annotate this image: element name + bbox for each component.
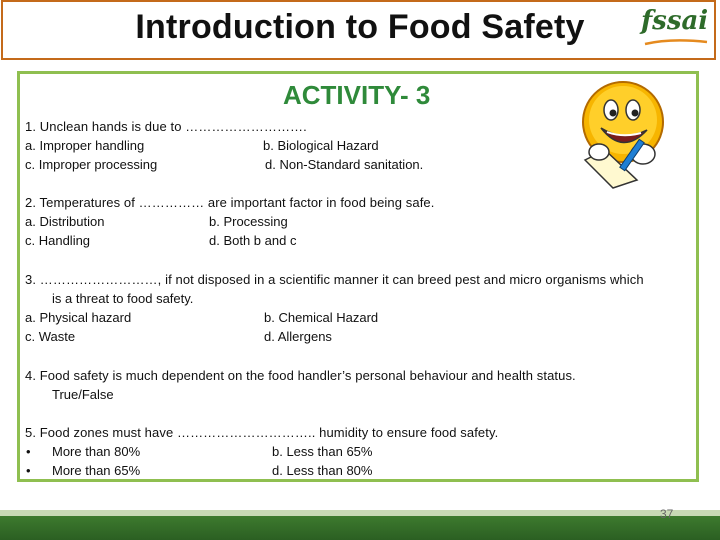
footer-bar — [0, 516, 720, 540]
question-5-option-a: More than 80% — [52, 444, 141, 459]
question-2-option-c: c. Handling — [25, 233, 91, 248]
question-4-stem: 4. Food safety is much dependent on the food handler’s personal behaviour and health status. — [25, 368, 576, 383]
question-5-option-c: More than 65% — [52, 463, 141, 478]
question-1-option-b: b. Biological Hazard — [263, 138, 379, 153]
question-5-option-d: d. Less than 80% — [272, 463, 373, 478]
question-1-stem: 1. Unclean hands is due to ………………………. — [25, 119, 307, 134]
question-3-stem: 3. ………………………, if not disposed in a scientific manner it can breed pest and micro organisms which — [25, 272, 644, 287]
question-5-stem: 5. Food zones must have ………………………….. humidity to ensure food safety. — [25, 425, 499, 440]
question-3-option-c: c. Waste — [25, 329, 76, 344]
question-2-stem: 2. Temperatures of …………… are important factor in food being safe. — [25, 195, 435, 210]
question-3-stem-continued: is a threat to food safety. — [52, 291, 194, 306]
logo-swoosh-icon — [641, 36, 713, 48]
fssai-logo-text: fssai — [641, 6, 709, 36]
question-2-option-a: a. Distribution — [25, 214, 105, 229]
question-1-option-a: a. Improper handling — [25, 138, 145, 153]
page-title: Introduction to Food Safety — [135, 8, 585, 46]
question-1-option-d: d. Non-Standard sanitation. — [265, 157, 424, 172]
writing-smiley-icon — [565, 72, 685, 190]
question-5-bullet-2: • — [26, 463, 31, 478]
question-3-option-d: d. Allergens — [264, 329, 332, 344]
question-4-true-false: True/False — [52, 387, 114, 402]
question-2-option-d: d. Both b and c — [209, 233, 297, 248]
question-3-option-b: b. Chemical Hazard — [264, 310, 379, 325]
question-2-option-b: b. Processing — [209, 214, 288, 229]
question-5-option-b: b. Less than 65% — [272, 444, 373, 459]
question-5-bullet-1: • — [26, 444, 31, 459]
page-number: 37 — [660, 507, 674, 521]
question-1-option-c: c. Improper processing — [25, 157, 158, 172]
question-3-option-a: a. Physical hazard — [25, 310, 132, 325]
fssai-logo — [641, 6, 713, 48]
activity-title: ACTIVITY- 3 — [283, 80, 431, 110]
